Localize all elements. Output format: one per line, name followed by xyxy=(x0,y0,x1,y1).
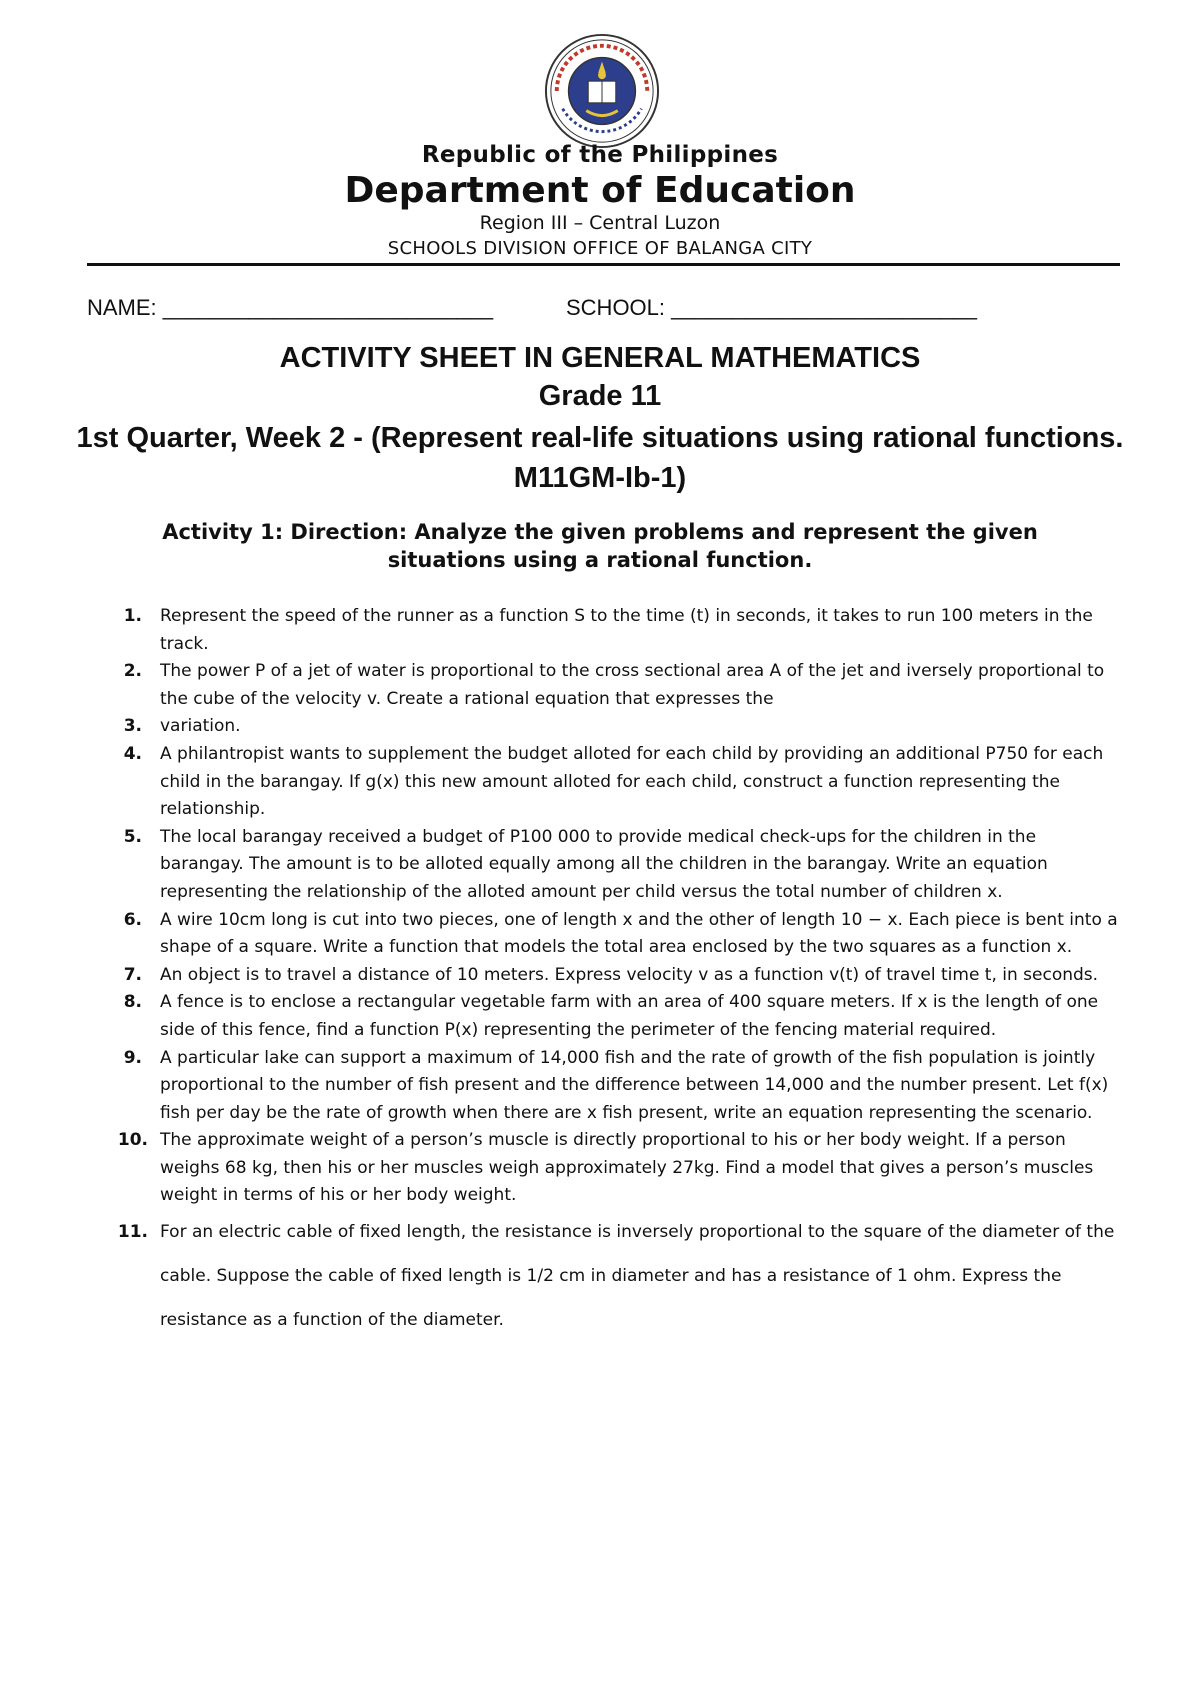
list-item xyxy=(0,1127,1120,1210)
item-text: variation. xyxy=(160,716,241,737)
problem-list xyxy=(0,603,1200,1342)
student-info-row xyxy=(87,295,1120,321)
item-text: A philantropist wants to supplement the budget alloted for each child by providing an additional P750 for each child in the barangay. If g(x) this new amount alloted for each child, construct a function representing the relationship. xyxy=(160,743,1104,820)
list-item xyxy=(0,962,1120,990)
quarter-week-topic: 1st Quarter, Week 2 - (Represent real-life situations using rational functions. M11GM-Ib-1) xyxy=(76,422,1124,494)
item-text: The approximate weight of a person’s muscle is directly proportional to his or her body weight. If a person weighs 68 kg, then his or her muscles weigh approximately 27kg. Find a model that gives a person’s muscles weight in terms of his or her body weight. xyxy=(160,1130,1094,1206)
list-item xyxy=(0,1045,1120,1128)
list-item xyxy=(0,989,1120,1044)
item-number: 1. xyxy=(123,606,142,626)
item-text: The local barangay received a budget of P100 000 to provide medical check-ups for the children in the barangay. The amount is to be alloted equally among all the children in the barangay. Write an equation representing the relationship of the alloted amount per child versus the total number of children x. xyxy=(160,826,1048,902)
list-item xyxy=(0,603,1120,658)
item-number: 5. xyxy=(123,826,142,847)
header-divider xyxy=(87,263,1120,266)
department-heading: Department of Education xyxy=(344,170,856,211)
list-item xyxy=(0,658,1120,713)
item-text: A particular lake can support a maximum of 14,000 fish and the rate of growth of the fish population is jointly proportional to the number of fish present and the difference between 14,000 and the number present. Let f(x) fish per day be the rate of growth when there are x fish present, write an equation representing the scenario. xyxy=(160,1047,1109,1123)
item-number: 10. xyxy=(117,1130,148,1151)
list-item xyxy=(0,741,1120,824)
item-number: 3. xyxy=(123,716,142,737)
item-text: Represent the speed of the runner as a function S to the time (t) in seconds, it takes to run 100 meters in the track. xyxy=(160,606,1093,654)
item-number: 9. xyxy=(123,1047,142,1068)
item-number: 7. xyxy=(123,964,142,985)
item-number: 4. xyxy=(123,743,142,764)
list-item xyxy=(0,1210,1120,1342)
item-text: For an electric cable of fixed length, the resistance is inversely proportional to the square of the diameter of the cable. Suppose the cable of fixed length is 1/2 cm in diameter and has a resistance of 1 ohm. Express the resistance as a function of the diameter. xyxy=(160,1222,1115,1331)
list-item xyxy=(0,907,1120,962)
item-number: 2. xyxy=(123,661,142,682)
item-number: 8. xyxy=(123,992,142,1013)
school-field[interactable]: SCHOOL: _________________________ xyxy=(566,295,978,320)
republic-heading: Republic of the Philippines xyxy=(421,142,779,168)
item-number: 6. xyxy=(123,909,142,930)
deped-seal-icon xyxy=(543,32,661,150)
list-item xyxy=(0,713,1120,741)
grade-level: Grade 11 xyxy=(538,380,662,412)
item-number: 11. xyxy=(117,1222,148,1243)
item-text: A wire 10cm long is cut into two pieces, one of length x and the other of length 10 − x. Each piece is bent into a shape of a square. Write a function that models the total area enclosed by the two squares as a function x. xyxy=(160,909,1118,958)
activity-direction: Activity 1: Direction: Analyze the given problems and represent the given situations using a rational function. xyxy=(162,520,1038,572)
item-text: An object is to travel a distance of 10 meters. Express velocity v as a function v(t) of travel time t, in seconds. xyxy=(160,964,1099,985)
list-item xyxy=(0,824,1120,907)
sheet-title: ACTIVITY SHEET IN GENERAL MATHEMATICS xyxy=(279,342,921,374)
region-heading: Region III – Central Luzon xyxy=(479,212,721,234)
item-text: A fence is to enclose a rectangular vegetable farm with an area of 400 square meters. If x is the length of one side of this fence, find a function P(x) representing the perimeter of the fencing material required. xyxy=(160,992,1099,1040)
division-heading: SCHOOLS DIVISION OFFICE OF BALANGA CITY xyxy=(387,238,813,259)
item-text: The power P of a jet of water is proportional to the cross sectional area A of the jet and iversely proportional to the cube of the velocity v. Create a rational equation that expresses the xyxy=(160,661,1105,709)
name-field[interactable]: NAME: ___________________________ xyxy=(87,295,494,320)
